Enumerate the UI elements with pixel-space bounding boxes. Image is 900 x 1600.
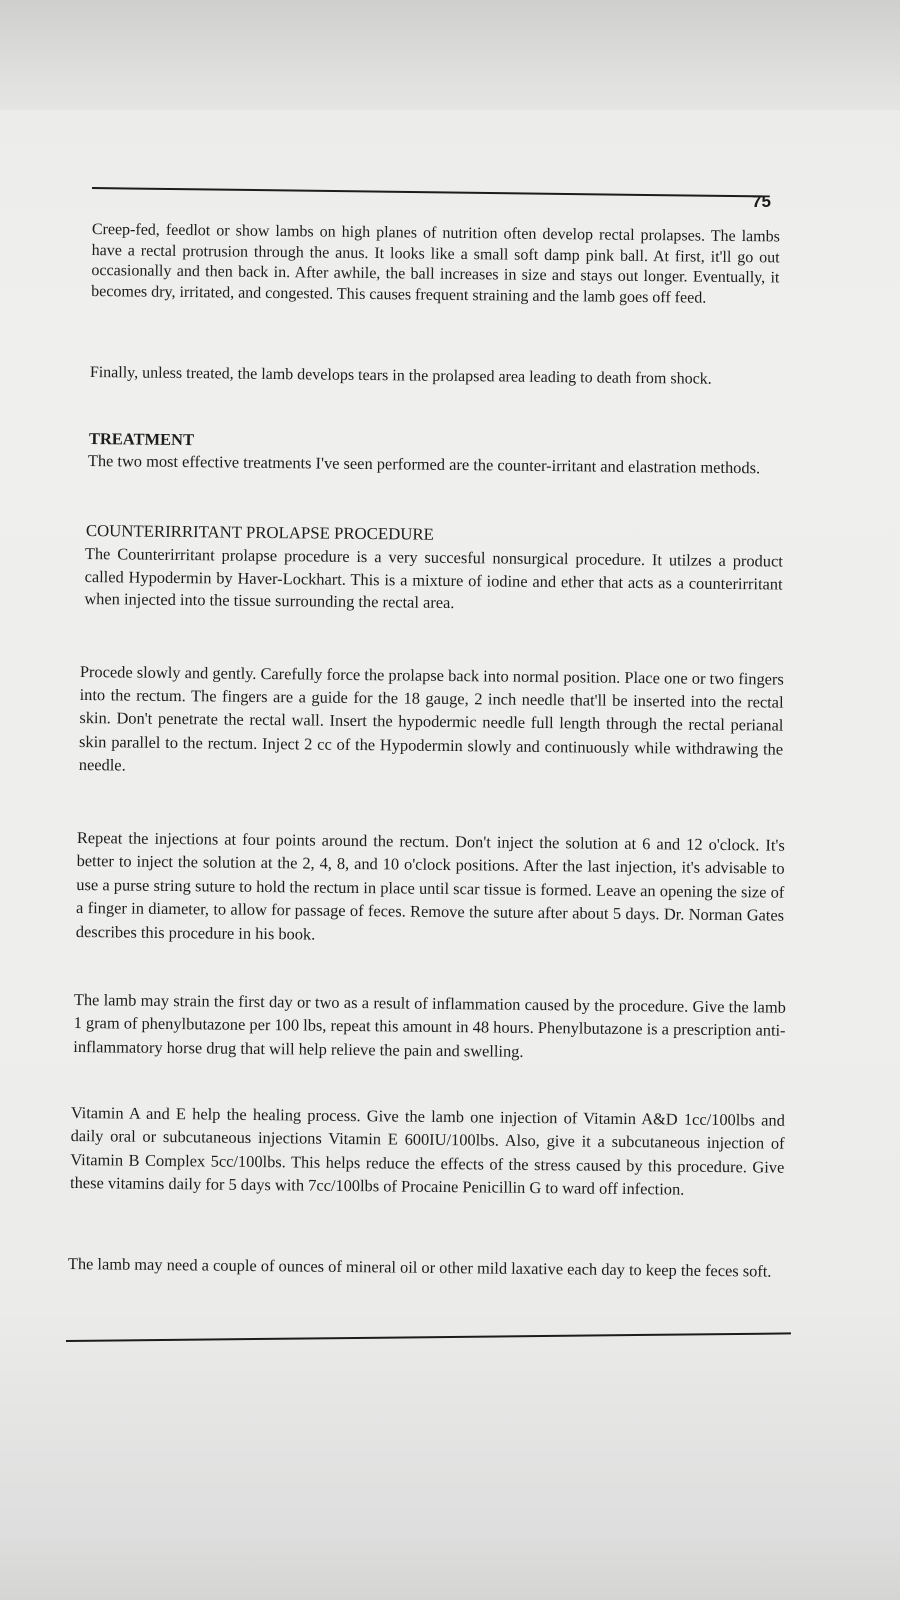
- heading-counterirritant-procedure: COUNTERIRRITANT PROLAPSE PROCEDURE: [85, 520, 434, 544]
- page-number: 75: [752, 192, 771, 211]
- paragraph-prolapse-description: Creep-fed, feedlot or show lambs on high planes of nutrition often develop rectal prolapses. The lambs have a rectal protrusion through the anus. It looks like a small soft damp pink ball. At first, it'll go out occasionally and then back in. After awhile, the ball increases in size and stays out longer. Eventually, it becomes dry, irritated, and congested. This causes frequent straining and the lamb goes off feed.: [91, 220, 780, 307]
- paragraph-hypodermin: The Counterirritant prolapse procedure is a very succesful nonsurgical procedure. It utilzes a product called Hypodermin by Haver-Lockhart. This is a mixture of iodine and ether that acts as a counterirritant when injected into the tissue surrounding the rectal area.: [84, 543, 783, 613]
- paragraph-shock: Finally, unless treated, the lamb develops tears in the prolapsed area leading to death from shock.: [89, 363, 712, 388]
- paragraph-mineral-oil: The lamb may need a couple of ounces of mineral oil or other mild laxative each day to keep the feces soft.: [67, 1253, 772, 1281]
- paragraph-vitamins: Vitamin A and E help the healing process. Give the lamb one injection of Vitamin A&D 1cc/100lbs and daily oral or subcutaneous injections Vitamin E 600IU/100lbs. Also, give it a subcutaneous injection of Vitamin B Complex 5cc/100lbs. This helps reduce the effects of the stress caused by this procedure. Give these vitamins daily for 5 days with 7cc/100lbs of Procaine Penicillin G to ward off infection.: [70, 1102, 785, 1199]
- paragraph-phenylbutazone: The lamb may strain the first day or two as a result of inflammation caused by the procedure. Give the lamb 1 gram of phenylbutazone per 100 lbs, repeat this amount in 48 hours. Phenylbutazone is a prescription anti-inflammatory horse drug that will help relieve the pain and swelling.: [73, 989, 786, 1061]
- paragraph-needle-procedure: Procede slowly and gently. Carefully force the prolapse back into normal position. Place one or two fingers into the rectum. The fingers are a guide for the 18 gauge, 2 inch needle that'll be inserted into the rectal skin. Don't penetrate the rectal wall. Insert the hypodermic needle full length through the rectal perianal skin parallel to the rectum. Inject 2 cc of the Hypodermin slowly and continuously while withdrawing the needle.: [78, 661, 784, 775]
- paragraph-injection-points: Repeat the injections at four points around the rectum. Don't inject the solution at 6 and 12 o'clock. It's better to inject the solution at the 2, 4, 8, and 10 o'clock positions. After the last injection, it's advisable to use a purse string suture to hold the rectum in place until scar tissue is formed. Leave an opening the size of a finger in diameter, to allow for passage of feces. Remove the suture after about 5 days. Dr. Norman Gates describes this procedure in his book.: [75, 827, 785, 944]
- paragraph-treatment-methods: The two most effective treatments I've seen performed are the counter-irritant and elastration methods.: [87, 450, 761, 478]
- heading-treatment: TREATMENT: [88, 428, 195, 450]
